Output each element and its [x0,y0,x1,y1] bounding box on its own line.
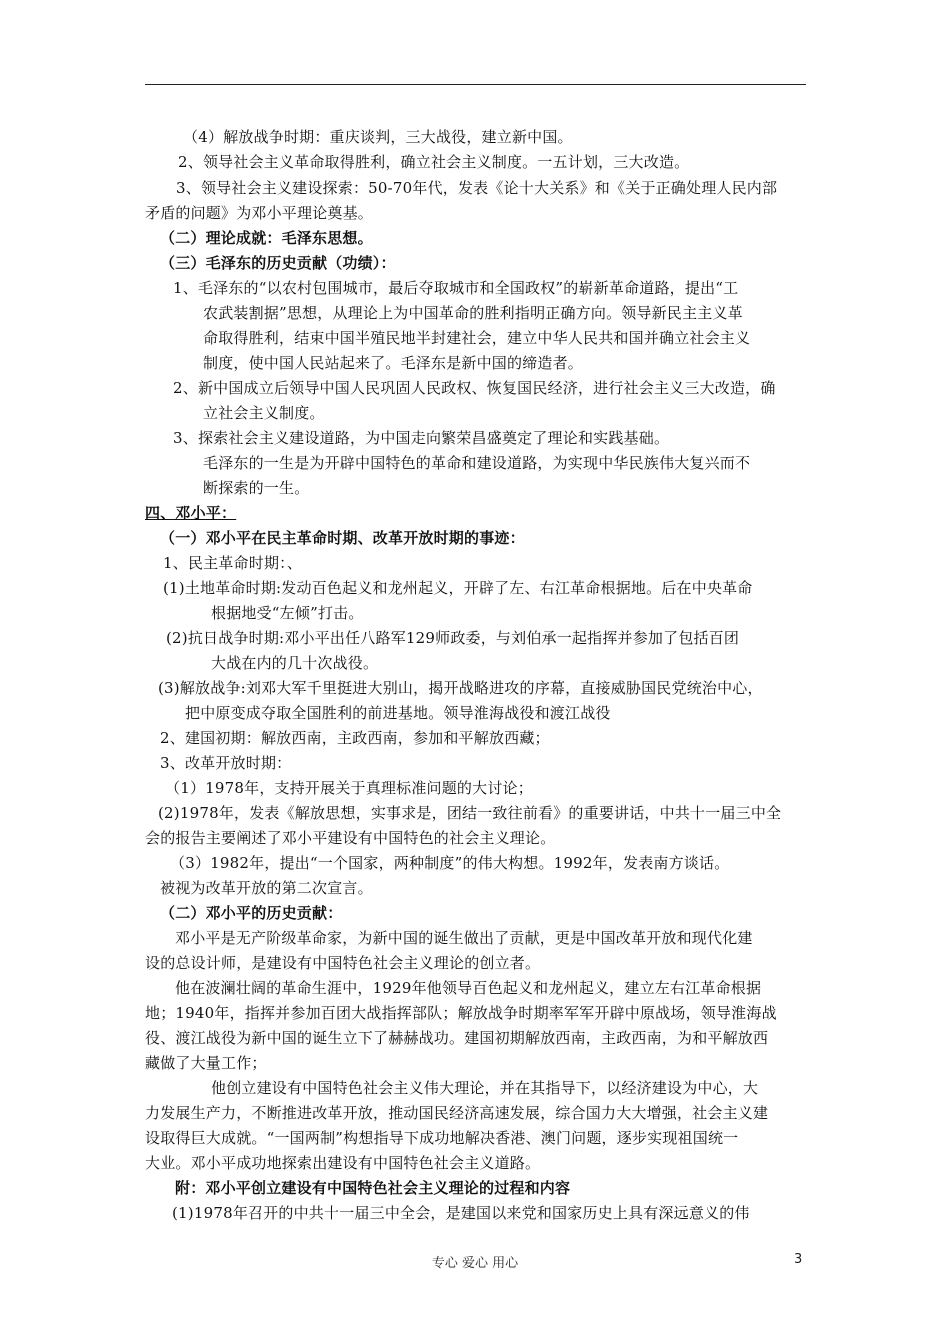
text-line: 命取得胜利，结束中国半殖民地半封建社会，建立中华人民共和国并确立社会主义 [203,329,751,347]
text-line: (3)解放战争:刘邓大军千里挺进大别山，揭开战略进攻的序幕，直接威胁国民党统治中心， [158,679,763,697]
text-line: 地；1940年，指挥并参加百团大战指挥部队；解放战争时期率军军开辟中原战场，领导淮海战 [145,1004,777,1022]
text-line: 3、领导社会主义建设探索：50-70年代，发表《论十大关系》和《关于正确处理人民内部 [176,179,778,197]
text-line: 矛盾的问题》为邓小平理论奠基。 [145,204,374,222]
text-line: 3、改革开放时期： [160,754,292,772]
text-line: 制度，使中国人民站起来了。毛泽东是新中国的缔造者。 [203,354,584,372]
text-line: （1）1978年，支持开展关于真理标准问题的大讨论； [165,779,533,797]
footer-motto: 专心 爱心 用心 [431,1256,519,1271]
text-line: 农武装割据”思想，从理论上为中国革命的胜利指明正确方向。领导新民主主义革 [203,304,743,322]
text-line: 大战在内的几十次战役。 [211,654,379,672]
text-line: 会的报告主要阐述了邓小平建设有中国特色的社会主义理论。 [145,829,556,847]
text-line: 他在波澜壮阔的革命生涯中，1929年他领导百色起义和龙州起义，建立左右江革命根据 [175,979,762,997]
text-line: 2、新中国成立后领导中国人民巩固人民政权、恢复国民经济，进行社会主义三大改造，确 [173,379,776,397]
section-heading: 附：邓小平创立建设有中国特色社会主义理论的过程和内容 [175,1179,571,1197]
header-rule [145,84,806,85]
text-line: 2、领导社会主义革命取得胜利，确立社会主义制度。一五计划，三大改造。 [178,153,690,171]
text-line: (1)土地革命时期:发动百色起义和龙州起义，开辟了左、右江革命根据地。后在中央革命 [163,579,753,597]
text-line: 1、毛泽东的“以农村包围城市，最后夺取城市和全国政权”的崭新革命道路，提出“工 [173,279,739,297]
text-line: 被视为改革开放的第二次宣言。 [160,879,373,897]
text-line: 毛泽东的一生是为开辟中国特色的革命和建设道路，为实现中华民族伟大复兴而不 [203,454,751,472]
text-line: 役、渡江战役为新中国的诞生立下了赫赫战功。建国初期解放西南，主政西南，为和平解放西 [145,1029,769,1047]
chapter-heading: 四、邓小平： [145,504,237,522]
text-line: 他创立建设有中国特色社会主义伟大理论，并在其指导下，以经济建设为中心，大 [211,1079,759,1097]
text-line: (2)1978年，发表《解放思想，实事求是，团结一致往前看》的重要讲话，中共十一届三中全 [158,804,782,822]
text-line: 立社会主义制度。 [203,404,325,422]
text-line: 3、探索社会主义建设道路，为中国走向繁荣昌盛奠定了理论和实践基础。 [173,429,670,447]
text-line: (1)1978年召开的中共十一届三中全会，是建国以来党和国家历史上具有深远意义的伟 [172,1204,750,1222]
text-line: 藏做了大量工作； [145,1054,267,1072]
text-line: 大业。邓小平成功地探索出建设有中国特色社会主义道路。 [145,1154,541,1172]
section-heading: （三）毛泽东的历史贡献（功绩）： [160,254,396,272]
text-line: 2、建国初期：解放西南，主政西南，参加和平解放西藏； [160,729,550,747]
section-heading: （二）理论成就：毛泽东思想。 [160,229,373,247]
page-number: 3 [794,1252,803,1267]
text-line: 根据地受“左倾”打击。 [211,604,364,622]
text-line: (2)抗日战争时期:邓小平出任八路军129师政委，与刘伯承一起指挥并参加了包括百团 [166,629,740,647]
text-line: 设的总设计师，是建设有中国特色社会主义理论的创立者。 [145,954,541,972]
text-line: 把中原变成夺取全国胜利的前进基地。领导淮海战役和渡江战役 [185,704,611,722]
text-line: 1、民主革命时期：、 [163,554,303,572]
section-heading: （一）邓小平在民主革命时期、改革开放时期的事迹： [160,529,525,547]
text-line: 设取得巨大成就。“一国两制”构想指导下成功地解决香港、澳门问题，逐步实现祖国统一 [145,1129,739,1147]
text-line: 断探索的一生。 [203,479,310,497]
section-heading: （二）邓小平的历史贡献： [160,904,343,922]
text-line: （4）解放战争时期：重庆谈判，三大战役，建立新中国。 [183,128,573,146]
text-line: （3）1982年，提出“一个国家，两种制度”的伟大构想。1992年，发表南方谈话。 [170,854,730,872]
text-line: 邓小平是无产阶级革命家，为新中国的诞生做出了贡献，更是中国改革开放和现代化建 [175,929,753,947]
text-line: 力发展生产力，不断推进改革开放，推动国民经济高速发展，综合国力大大增强，社会主义建 [145,1104,769,1122]
